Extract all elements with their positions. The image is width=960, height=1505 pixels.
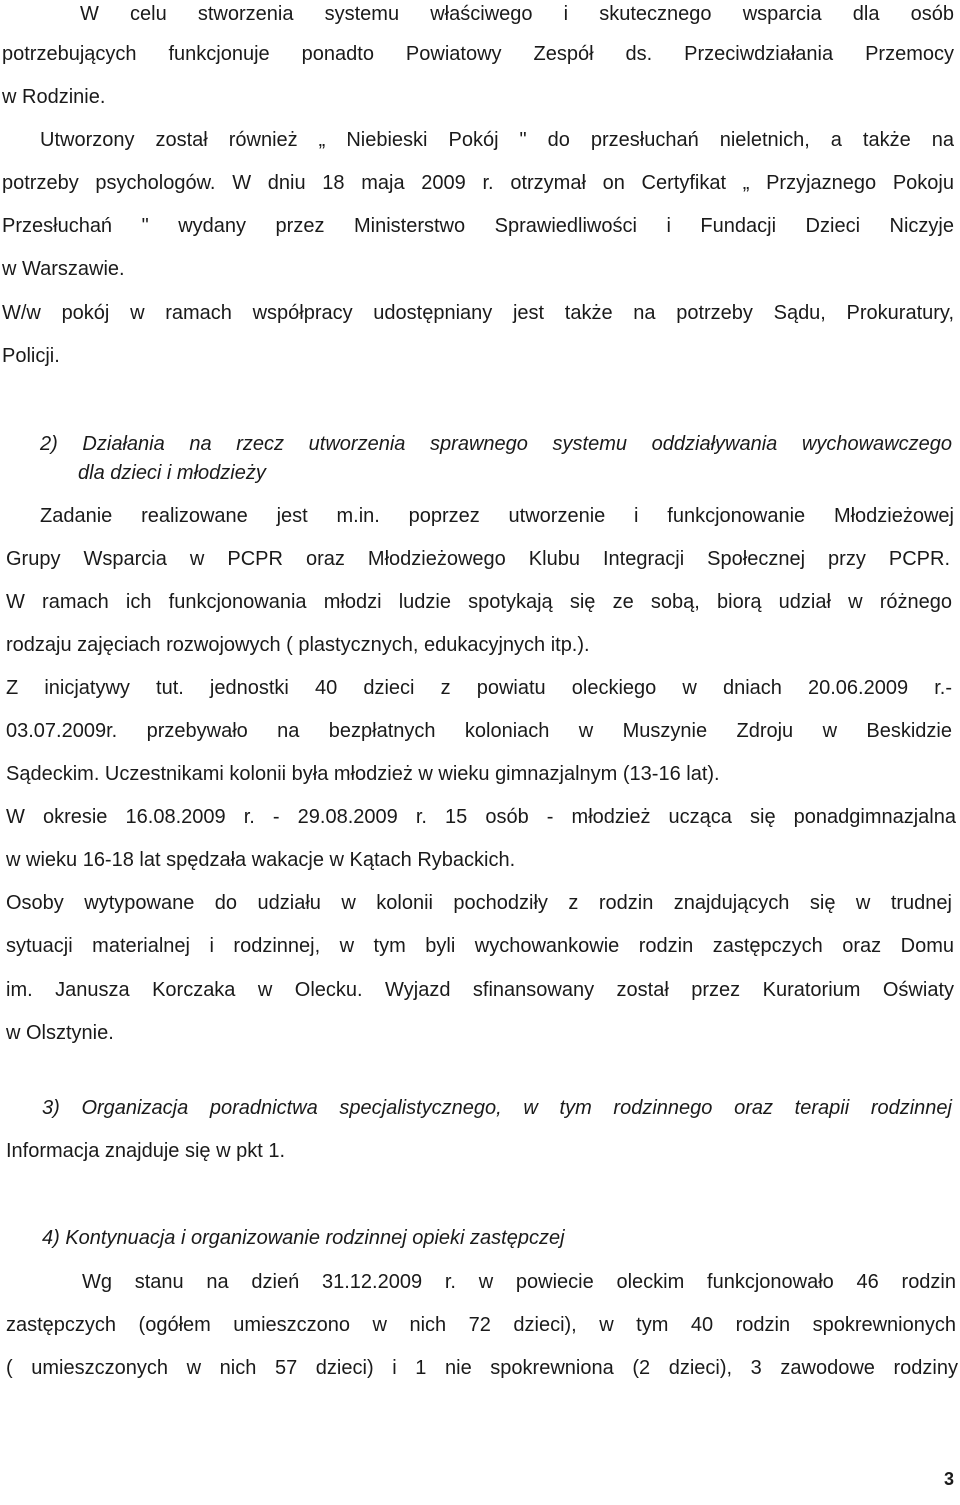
section-heading: 2) Działania na rzecz utworzenia sprawnego systemu oddziaływania wychowawczego: [40, 433, 952, 455]
paragraph-line: w Rodzinie.: [2, 86, 106, 108]
paragraph-line: potrzebujących funkcjonuje ponadto Powiatowy Zespół ds. Przeciwdziałania Przemocy: [2, 43, 954, 65]
section-heading: 3) Organizacja poradnictwa specjalistycznego, w tym rodzinnego oraz terapii rodzinnej: [42, 1097, 952, 1119]
paragraph-line: w Olsztynie.: [6, 1022, 114, 1044]
paragraph-line: W celu stworzenia systemu właściwego i skutecznego wsparcia dla osób: [80, 3, 954, 25]
paragraph-line: Sądeckim. Uczestnikami kolonii była młodzież w wieku gimnazjalnym (13-16 lat).: [6, 763, 720, 785]
paragraph-line: Osoby wytypowane do udziału w kolonii pochodziły z rodzin znajdujących się w trudnej: [6, 892, 952, 914]
paragraph-line: Wg stanu na dzień 31.12.2009 r. w powiecie oleckim funkcjonowało 46 rodzin: [82, 1271, 956, 1293]
paragraph-line: Zadanie realizowane jest m.in. poprzez utworzenie i funkcjonowanie Młodzieżowej: [40, 505, 954, 527]
section-heading: dla dzieci i młodzieży: [78, 462, 266, 484]
paragraph-line: ( umieszczonych w nich 57 dzieci) i 1 nie spokrewniona (2 dzieci), 3 zawodowe rodziny: [6, 1357, 958, 1379]
paragraph-line: potrzeby psychologów. W dniu 18 maja 2009 r. otrzymał on Certyfikat „ Przyjaznego Pokoju: [2, 172, 954, 194]
paragraph-line: zastępczych (ogółem umieszczono w nich 72 dzieci), w tym 40 rodzin spokrewnionych: [6, 1314, 956, 1336]
paragraph-line: im. Janusza Korczaka w Olecku. Wyjazd sfinansowany został przez Kuratorium Oświaty: [6, 979, 954, 1001]
page-number: 3: [943, 1469, 954, 1489]
paragraph-line: Grupy Wsparcia w PCPR oraz Młodzieżowego Klubu Integracji Społecznej przy PCPR.: [6, 548, 950, 570]
paragraph-line: W ramach ich funkcjonowania młodzi ludzie spotykają się ze sobą, biorą udział w różnego: [6, 591, 952, 613]
section-heading: 4) Kontynuacja i organizowanie rodzinnej opieki zastępczej: [42, 1227, 565, 1249]
paragraph-line: w wieku 16-18 lat spędzała wakacje w Kątach Rybackich.: [6, 849, 516, 871]
paragraph-line: Informacja znajduje się w pkt 1.: [6, 1140, 286, 1162]
paragraph-line: Z inicjatywy tut. jednostki 40 dzieci z powiatu oleckiego w dniach 20.06.2009 r.-: [6, 677, 952, 699]
paragraph-line: Przesłuchań " wydany przez Ministerstwo Sprawiedliwości i Fundacji Dzieci Niczyje: [2, 215, 954, 237]
paragraph-line: sytuacji materialnej i rodzinnej, w tym byli wychowankowie rodzin zastępczych oraz Domu: [6, 935, 954, 957]
paragraph-line: w Warszawie.: [2, 258, 125, 280]
paragraph-line: W okresie 16.08.2009 r. - 29.08.2009 r. 15 osób - młodzież ucząca się ponadgimnazjalna: [6, 806, 956, 828]
paragraph-line: 03.07.2009r. przebywało na bezpłatnych koloniach w Muszynie Zdroju w Beskidzie: [6, 720, 952, 742]
paragraph-line: Policji.: [2, 345, 60, 367]
paragraph-line: Utworzony został również „ Niebieski Pokój " do przesłuchań nieletnich, a także na: [40, 129, 954, 151]
paragraph-line: rodzaju zajęciach rozwojowych ( plastycznych, edukacyjnych itp.).: [6, 634, 590, 656]
paragraph-line: W/w pokój w ramach współpracy udostępniany jest także na potrzeby Sądu, Prokuratury,: [2, 302, 954, 324]
